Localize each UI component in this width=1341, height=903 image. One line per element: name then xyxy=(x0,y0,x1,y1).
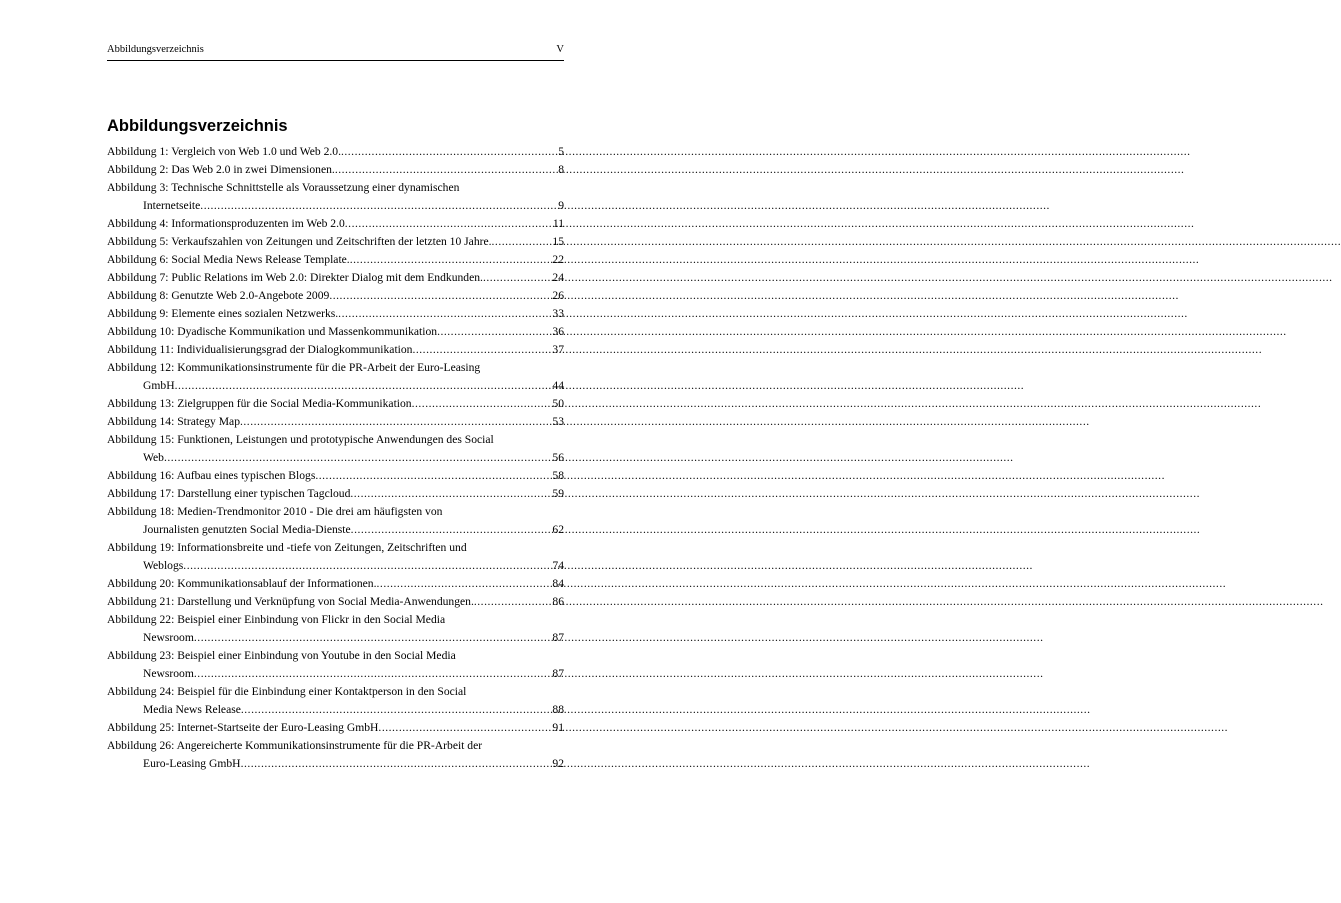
dot-leader xyxy=(378,719,550,737)
figure-entry-line xyxy=(107,593,564,611)
figure-entry-line xyxy=(107,215,564,233)
figure-entry-continuation xyxy=(107,377,564,395)
dot-leader xyxy=(329,287,550,305)
header-section-title: Abbildungsverzeichnis xyxy=(107,44,204,55)
dot-leader xyxy=(240,413,550,431)
dot-leader xyxy=(412,341,550,359)
figure-entry-text: Newsroom xyxy=(143,667,194,680)
figure-entry-text: Abbildung 19: Informationsbreite und -tiefe von Zeitungen, Zeitschriften und xyxy=(107,541,467,554)
figure-entry-line xyxy=(107,575,564,593)
figure-entry-line xyxy=(107,161,564,179)
figure-entry-line xyxy=(107,287,564,305)
dot-leader xyxy=(164,449,550,467)
figure-entry[interactable] xyxy=(107,413,564,431)
figure-page-number: 37 xyxy=(552,343,564,356)
dot-leader xyxy=(335,161,556,179)
figure-page-number: 59 xyxy=(552,487,564,500)
figure-entry-text: Abbildung 25: Internet-Startseite der Euro-Leasing GmbH xyxy=(107,721,379,734)
dot-leader xyxy=(412,395,551,413)
figure-page-number: 8 xyxy=(558,163,564,176)
figure-entry-text: Abbildung 24: Beispiel für die Einbindung einer Kontaktperson in den Social xyxy=(107,685,467,698)
figure-page-number: 87 xyxy=(552,667,564,680)
figure-page-number: 58 xyxy=(552,469,564,482)
dot-leader xyxy=(350,251,551,269)
figure-entry-line xyxy=(107,683,564,701)
dot-leader xyxy=(175,377,551,395)
figure-entry-text: Internetseite xyxy=(143,199,201,212)
figure-entry-continuation xyxy=(107,701,564,719)
figure-entry-line xyxy=(107,359,564,377)
figure-entry-text: Abbildung 9: Elemente eines sozialen Netzwerks. xyxy=(107,307,339,320)
dot-leader xyxy=(345,215,551,233)
page-title: Abbildungsverzeichnis xyxy=(107,117,288,135)
figure-entry[interactable] xyxy=(107,539,564,575)
figure-entry[interactable] xyxy=(107,233,564,251)
dot-leader xyxy=(437,323,550,341)
figure-entry-text: Abbildung 21: Darstellung und Verknüpfung von Social Media-Anwendungen. xyxy=(107,595,474,608)
figure-entry-text: Abbildung 23: Beispiel einer Einbindung von Youtube in den Social Media xyxy=(107,649,456,662)
dot-leader xyxy=(483,269,550,287)
document-page xyxy=(0,0,638,903)
figure-entry-text: Web xyxy=(143,451,164,464)
figure-entry-text: Abbildung 5: Verkaufszahlen von Zeitungen und Zeitschriften der letzten 10 Jahre. xyxy=(107,235,492,248)
figure-page-number: 91 xyxy=(552,721,564,734)
figure-entry-line xyxy=(107,647,564,665)
dot-leader xyxy=(194,629,551,647)
figure-entry-text: Abbildung 16: Aufbau eines typischen Blogs xyxy=(107,469,316,482)
figure-entry-line xyxy=(107,719,564,737)
figure-entry-line xyxy=(107,305,564,323)
figure-entry-continuation xyxy=(107,755,564,773)
header-page-number: V xyxy=(556,44,564,55)
figure-entry[interactable] xyxy=(107,359,564,395)
figure-entry-text: Abbildung 6: Social Media News Release Template. xyxy=(107,253,350,266)
figure-entry[interactable] xyxy=(107,179,564,215)
figure-entry-line xyxy=(107,323,564,341)
dot-leader xyxy=(351,521,551,539)
dot-leader xyxy=(350,485,550,503)
figure-entry-text: Abbildung 18: Medien-Trendmonitor 2010 - Die drei am häufigsten von xyxy=(107,505,443,518)
figure-page-number: 87 xyxy=(552,631,564,644)
figure-page-number: 86 xyxy=(552,595,564,608)
figure-entry-text: Abbildung 3: Technische Schnittstelle als Voraussetzung einer dynamischen xyxy=(107,181,460,194)
figure-page-number: 33 xyxy=(552,307,564,320)
figure-page-number: 56 xyxy=(552,451,564,464)
figure-page-number: 88 xyxy=(552,703,564,716)
figure-entry-line xyxy=(107,269,564,287)
figure-entry-text: Abbildung 12: Kommunikationsinstrumente für die PR-Arbeit der Euro-Leasing xyxy=(107,361,481,374)
figure-entry-continuation xyxy=(107,629,564,647)
figure-entry[interactable] xyxy=(107,719,564,737)
figure-entry-line xyxy=(107,179,564,197)
figure-entry-line xyxy=(107,251,564,269)
figure-entry[interactable] xyxy=(107,323,564,341)
dot-leader xyxy=(338,305,550,323)
figure-entry[interactable] xyxy=(107,611,564,647)
figure-page-number: 62 xyxy=(552,523,564,536)
figure-entry-text: Abbildung 13: Zielgruppen für die Social Media-Kommunikation xyxy=(107,397,412,410)
dot-leader xyxy=(492,233,551,251)
dot-leader xyxy=(194,665,551,683)
figure-entry-line xyxy=(107,611,564,629)
figure-page-number: 5 xyxy=(558,145,564,158)
dot-leader xyxy=(474,593,551,611)
figure-entry[interactable] xyxy=(107,575,564,593)
figure-page-number: 11 xyxy=(552,217,564,230)
figure-entry-line xyxy=(107,467,564,485)
figure-entry-text: Abbildung 14: Strategy Map xyxy=(107,415,240,428)
figure-page-number: 92 xyxy=(552,757,564,770)
figure-entry[interactable] xyxy=(107,287,564,305)
running-header xyxy=(107,44,564,61)
figure-entry-text: Abbildung 10: Dyadische Kommunikation und Massenkommunikation xyxy=(107,325,438,338)
figure-entry[interactable] xyxy=(107,485,564,503)
figure-page-number: 24 xyxy=(552,271,564,284)
figure-entry-text: GmbH xyxy=(143,379,175,392)
figure-entry[interactable] xyxy=(107,305,564,323)
dot-leader xyxy=(315,467,550,485)
figure-entry[interactable] xyxy=(107,395,564,413)
figure-entry[interactable] xyxy=(107,143,564,161)
figure-page-number: 74 xyxy=(552,559,564,572)
figure-entry[interactable] xyxy=(107,593,564,611)
figure-entry-text: Abbildung 20: Kommunikationsablauf der Informationen. xyxy=(107,577,377,590)
figure-entry[interactable] xyxy=(107,251,564,269)
dot-leader xyxy=(241,701,551,719)
figure-entry[interactable] xyxy=(107,341,564,359)
figure-entry[interactable] xyxy=(107,215,564,233)
figure-entry-line xyxy=(107,395,564,413)
figure-entry-text: Weblogs xyxy=(143,559,184,572)
figure-list xyxy=(107,143,564,773)
figure-page-number: 26 xyxy=(552,289,564,302)
figure-entry-text: Abbildung 4: Informationsproduzenten im Web 2.0 xyxy=(107,217,345,230)
figure-entry-text: Abbildung 7: Public Relations im Web 2.0: Direkter Dialog mit dem Endkunden. xyxy=(107,271,483,284)
figure-entry-line xyxy=(107,539,564,557)
dot-leader xyxy=(377,575,551,593)
figure-page-number: 9 xyxy=(558,199,564,212)
dot-leader xyxy=(183,557,550,575)
figure-entry-text: Abbildung 2: Das Web 2.0 in zwei Dimensionen. xyxy=(107,163,335,176)
figure-entry[interactable] xyxy=(107,647,564,683)
figure-entry[interactable] xyxy=(107,161,564,179)
figure-entry-text: Abbildung 26: Angereicherte Kommunikationsinstrumente für die PR-Arbeit der xyxy=(107,739,483,752)
figure-entry[interactable] xyxy=(107,269,564,287)
figure-entry-line xyxy=(107,143,564,161)
figure-entry-text: Abbildung 17: Darstellung einer typischen Tagcloud xyxy=(107,487,351,500)
figure-entry-text: Journalisten genutzten Social Media-Dienste xyxy=(143,523,351,536)
figure-page-number: 44 xyxy=(552,379,564,392)
figure-entry-text: Abbildung 22: Beispiel einer Einbindung von Flickr in den Social Media xyxy=(107,613,446,626)
figure-entry-text: Euro-Leasing GmbH xyxy=(143,757,241,770)
figure-page-number: 53 xyxy=(552,415,564,428)
figure-entry-line xyxy=(107,503,564,521)
figure-entry-text: Media News Release xyxy=(143,703,241,716)
figure-entry-line xyxy=(107,413,564,431)
dot-leader xyxy=(241,755,551,773)
figure-page-number: 36 xyxy=(552,325,564,338)
figure-entry[interactable] xyxy=(107,683,564,719)
dot-leader xyxy=(200,197,556,215)
figure-entry-text: Abbildung 1: Vergleich von Web 1.0 und Web 2.0. xyxy=(107,145,341,158)
figure-entry-line xyxy=(107,737,564,755)
figure-entry-text: Abbildung 11: Individualisierungsgrad der Dialogkommunikation xyxy=(107,343,413,356)
figure-page-number: 50 xyxy=(552,397,564,410)
figure-entry-continuation xyxy=(107,665,564,683)
figure-entry[interactable] xyxy=(107,503,564,539)
figure-entry[interactable] xyxy=(107,431,564,467)
figure-page-number: 15 xyxy=(552,235,564,248)
figure-entry-line xyxy=(107,431,564,449)
figure-entry-text: Abbildung 8: Genutzte Web 2.0-Angebote 2009 xyxy=(107,289,330,302)
figure-entry[interactable] xyxy=(107,467,564,485)
figure-page-number: 22 xyxy=(552,253,564,266)
dot-leader xyxy=(341,143,556,161)
figure-entry-continuation xyxy=(107,449,564,467)
figure-entry-text: Newsroom xyxy=(143,631,194,644)
figure-entry-line xyxy=(107,233,564,251)
figure-page-number: 84 xyxy=(552,577,564,590)
figure-entry-line xyxy=(107,485,564,503)
figure-entry-continuation xyxy=(107,557,564,575)
figure-entry-text: Abbildung 15: Funktionen, Leistungen und prototypische Anwendungen des Social xyxy=(107,433,494,446)
figure-entry-continuation xyxy=(107,197,564,215)
figure-entry-line xyxy=(107,341,564,359)
figure-entry[interactable] xyxy=(107,737,564,773)
figure-entry-continuation xyxy=(107,521,564,539)
